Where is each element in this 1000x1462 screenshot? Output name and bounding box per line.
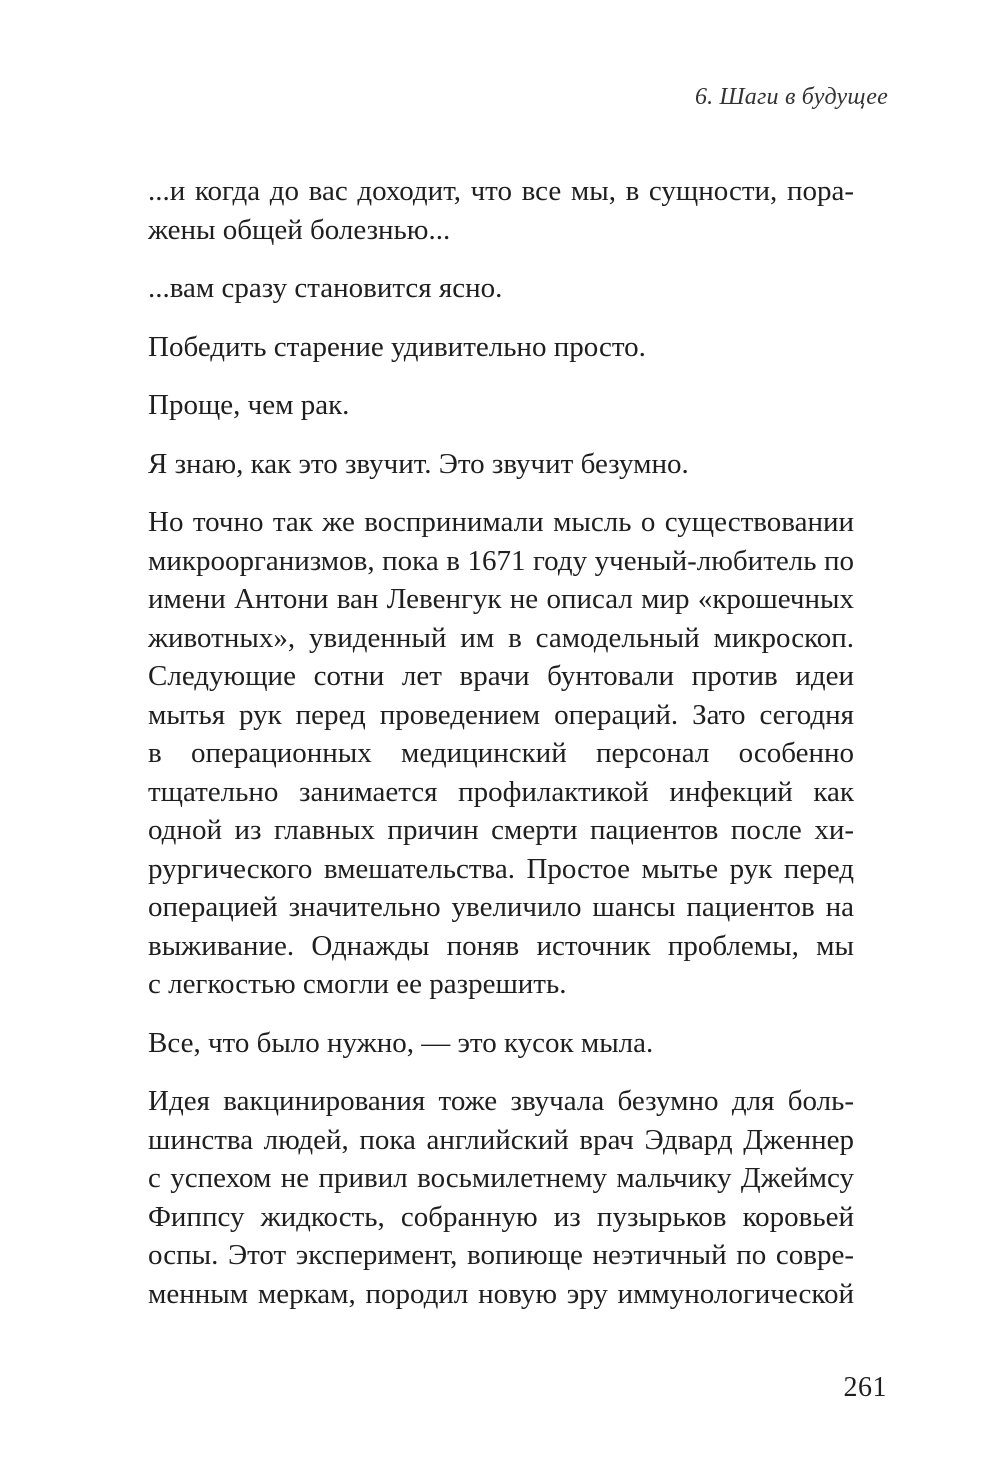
paragraph bbox=[148, 1024, 854, 1063]
paragraph bbox=[148, 328, 854, 367]
text-line: тщательно занимается профилактикой инфекций как bbox=[148, 775, 854, 808]
body-text bbox=[148, 172, 854, 1333]
text-line: шинства людей, пока английский врач Эдвард Дженнер bbox=[148, 1123, 854, 1156]
text-line: Следующие сотни лет врачи бунтовали против идеи bbox=[148, 660, 854, 692]
text-line: Идея вакцинирования тоже звучала безумно для боль- bbox=[148, 1085, 854, 1117]
text-line: микроорганизмов, пока в 1671 году ученый-любитель по bbox=[148, 544, 854, 577]
text-line: с успехом не привил восьмилетнему мальчику Джеймсу bbox=[148, 1162, 854, 1194]
text-line: Все, что было нужно, — это кусок мыла. bbox=[148, 1026, 654, 1059]
page-number: 261 bbox=[843, 1372, 887, 1403]
running-head: 6. Шаги в будущее bbox=[694, 84, 888, 110]
text-line: Победить старение удивительно просто. bbox=[148, 330, 646, 363]
text-line: жены общей болезнью... bbox=[148, 213, 451, 246]
text-line: Фиппсу жидкость, собранную из пузырьков коровьей bbox=[148, 1200, 854, 1233]
text-line: рургического вмешательства. Простое мытье рук перед bbox=[148, 852, 854, 885]
text-line: Я знаю, как это звучит. Это звучит безумно. bbox=[148, 447, 689, 480]
text-line: мытья рук перед проведением операций. Зато сегодня bbox=[148, 698, 854, 731]
text-line: ...вам сразу становится ясно. bbox=[148, 272, 503, 304]
text-line: имени Антони ван Левенгук не описал мир «крошечных bbox=[148, 583, 854, 615]
text-line: Проще, чем рак. bbox=[148, 389, 350, 421]
paragraph bbox=[148, 386, 854, 425]
paragraph bbox=[148, 269, 854, 308]
text-line: ...и когда до вас доходит, что все мы, в сущности, пора- bbox=[148, 175, 854, 207]
text-line: с легкостью смогли ее разрешить. bbox=[148, 968, 567, 1000]
paragraph bbox=[148, 503, 854, 1004]
text-line: Но точно так же воспринимали мысль о существовании bbox=[148, 506, 854, 538]
paragraph bbox=[148, 445, 854, 484]
text-line: в операционных медицинский персонал особенно bbox=[148, 737, 854, 769]
paragraph bbox=[148, 172, 854, 249]
text-line: операцией значительно увеличило шансы пациентов на bbox=[148, 891, 854, 923]
paragraph bbox=[148, 1082, 854, 1313]
text-line: одной из главных причин смерти пациентов после хи- bbox=[148, 814, 854, 846]
text-line: оспы. Этот эксперимент, вопиюще неэтичный по совре- bbox=[148, 1239, 854, 1271]
text-line: выживание. Однажды поняв источник проблемы, мы bbox=[148, 929, 854, 962]
text-line: менным меркам, породил новую эру иммунологической bbox=[148, 1277, 854, 1310]
text-line: животных», увиденный им в самодельный микроскоп. bbox=[148, 621, 854, 654]
